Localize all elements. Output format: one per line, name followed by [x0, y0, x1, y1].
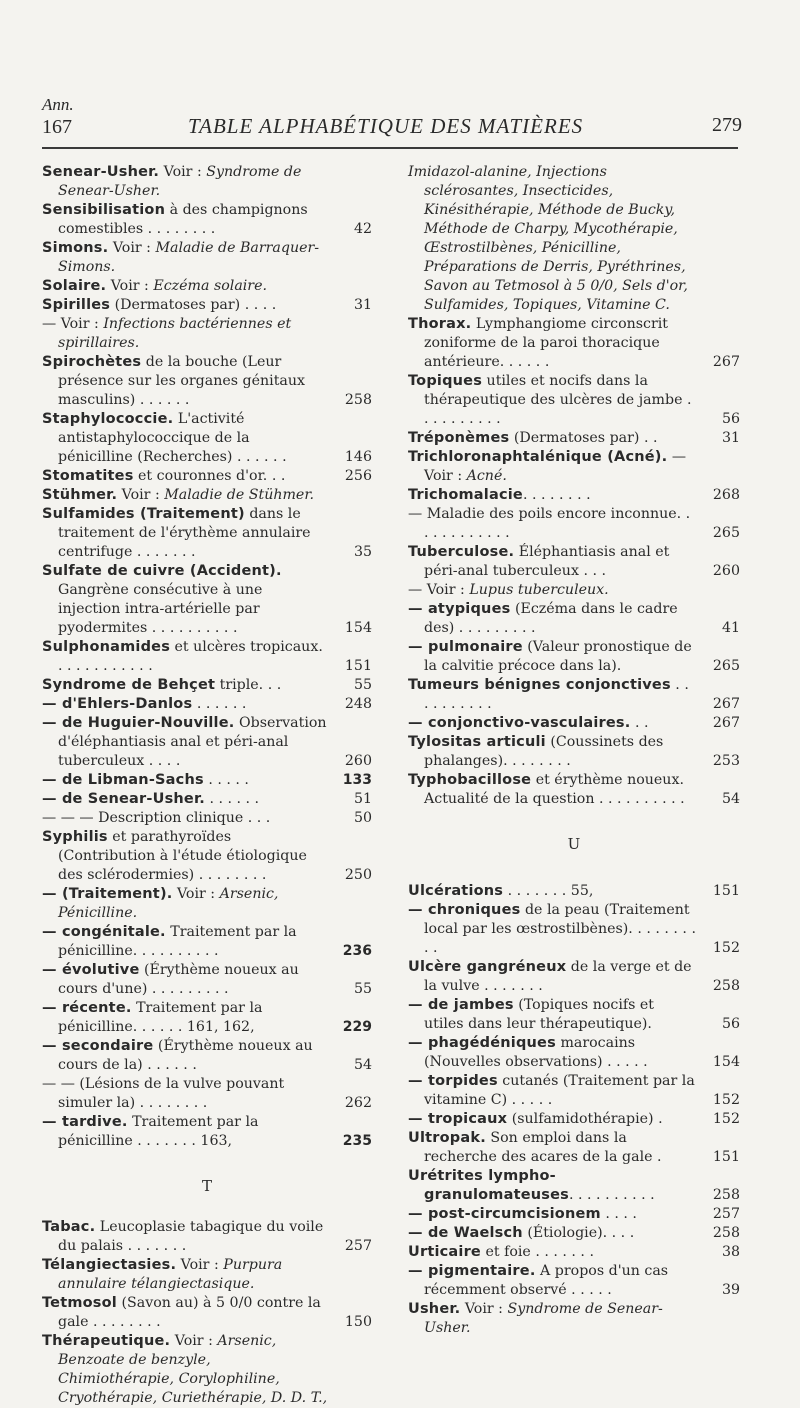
entry-heading: Ulcère gangréneux: [408, 959, 567, 975]
index-entry: [408, 1072, 740, 1110]
entry-text: utiles et nocifs dans la thérapeutique des ulcères de jambe . . . . . . . . . .: [424, 373, 692, 427]
index-entry: [42, 999, 372, 1037]
index-entry: [42, 239, 372, 277]
index-entry: [408, 996, 740, 1034]
annotation-ann: Ann.: [42, 95, 74, 114]
entry-text: Leucoplasie tabagique du voile du palais . . . . . . .: [58, 1219, 324, 1254]
index-entry: [42, 885, 372, 923]
index-entry: [42, 771, 372, 790]
entry-text: Voir :: [159, 164, 207, 180]
entry-text: (Topiques nocifs et utiles dans leur thérapeutique).: [424, 997, 654, 1032]
entry-reference: Syndrome de Senear-Usher.: [58, 164, 302, 199]
entry-text: (Eczéma dans le cadre des) . . . . . . . . .: [424, 601, 678, 636]
entry-text: Voir :: [460, 1301, 508, 1317]
entry-text: Gangrène consécutive à une injection intra-artérielle par pyodermites . . . . . . . . . .: [58, 582, 263, 636]
entry-heading: — chroniques: [408, 902, 521, 918]
entry-page: 267: [712, 696, 740, 712]
entry-heading: — d'Ehlers-Danlos: [42, 696, 193, 712]
index-entry: [42, 467, 372, 486]
entry-text: marocains (Nouvelles observations) . . . . .: [424, 1035, 648, 1070]
entry-text: — — (Lésions de la vulve pouvant simuler la) . . . . . . . .: [42, 1076, 285, 1111]
entry-heading: Tabac.: [42, 1219, 96, 1235]
entry-text: L'activité antistaphylococcique de la pénicilline (Recherches) . . . . . .: [58, 411, 287, 465]
entry-page: 41: [721, 620, 740, 636]
entry-text: cutanés (Traitement par la vitamine C) . . . . .: [424, 1073, 695, 1108]
index-entry: [42, 296, 372, 315]
index-entry: [42, 315, 372, 353]
entry-text: de la verge et de la vulve . . . . . . .: [424, 959, 692, 994]
index-entry: [408, 1300, 740, 1338]
index-entry: [408, 1110, 740, 1129]
entry-heading: Usher.: [408, 1301, 461, 1317]
entry-page: 267: [712, 715, 740, 731]
right-column: [408, 163, 740, 1338]
entry-text: (Dermatoses par) . . . .: [110, 297, 277, 313]
entry-reference: Maladie de Stühmer.: [164, 487, 315, 503]
entry-page: 236: [342, 943, 372, 959]
index-entry: [408, 1205, 740, 1224]
entry-page: 256: [344, 468, 372, 484]
entry-page: 50: [353, 810, 372, 826]
entry-heading: Simons.: [42, 240, 109, 256]
entry-page: 51: [353, 791, 372, 807]
entry-heading: Ulcérations: [408, 883, 504, 899]
index-entry: [408, 581, 740, 600]
entry-page: 258: [712, 978, 740, 994]
entry-heading: — pulmonaire: [408, 639, 523, 655]
index-entry: [408, 958, 740, 996]
index-entry: [42, 505, 372, 562]
entry-page: 258: [712, 1187, 740, 1203]
entry-heading: — évolutive: [42, 962, 140, 978]
entry-page: 56: [721, 1016, 740, 1032]
page-header: [0, 0, 800, 150]
entry-page: 262: [344, 1095, 372, 1111]
entry-page: 146: [344, 449, 372, 465]
index-entry: [408, 163, 740, 315]
entry-heading: Tetmosol: [42, 1295, 117, 1311]
entry-text: Traitement par la pénicilline . . . . . . . 163,: [58, 1114, 259, 1149]
index-entry: [42, 1218, 372, 1256]
index-entry: [408, 600, 740, 638]
entry-heading: Spirilles: [42, 297, 111, 313]
entry-heading: — de jambes: [408, 997, 514, 1013]
entry-page: 54: [353, 1057, 372, 1073]
entry-page: 31: [721, 430, 740, 446]
entry-heading: Stomatites: [42, 468, 134, 484]
index-entry: [408, 543, 740, 581]
index-entry: [408, 771, 740, 809]
entry-text: et ulcères tropicaux. . . . . . . . . . . .: [58, 639, 323, 674]
index-entry: [408, 901, 740, 958]
index-entry: [408, 1243, 740, 1262]
entry-text: (Étiologie). . . .: [522, 1225, 635, 1241]
entry-page: 258: [712, 1225, 740, 1241]
entry-heading: — post-circumcisionem: [408, 1206, 601, 1222]
entry-heading: Tuberculose.: [408, 544, 515, 560]
entry-text: . . . . . .: [192, 696, 247, 712]
entry-text: de la peau (Traitement local par les œstrostilbènes). . . . . . . . . .: [424, 902, 696, 956]
entry-text: (Dermatoses par) . .: [509, 430, 658, 446]
entry-page: 260: [712, 563, 740, 579]
index-entry: [408, 505, 740, 543]
index-entry: [408, 429, 740, 448]
entry-text: — Maladie des poils encore inconnue. . . . . . . . . . . .: [408, 506, 691, 541]
entry-heading: — tardive.: [42, 1114, 128, 1130]
entry-heading: Thérapeutique.: [42, 1333, 171, 1349]
index-entry: [42, 562, 372, 638]
entry-reference: Infections bactériennes et spirillaires.: [58, 316, 292, 351]
entry-heading: Urticaire: [408, 1244, 481, 1260]
entry-text: (Savon au) à 5 0/0 contre la gale . . . . . . . .: [58, 1295, 321, 1330]
entry-page: 35: [353, 544, 372, 560]
entry-page: 268: [712, 487, 740, 503]
entry-reference: Arsenic, Benzoate de benzyle, Chimiothérapie, Corylophiline, Cryothérapie, Curiethérapie, D. D. T.,: [58, 1333, 328, 1406]
entry-page: 253: [712, 753, 740, 769]
entry-text: (Valeur pronostique de la calvitie précoce dans la).: [424, 639, 692, 674]
index-entry: [408, 714, 740, 733]
entry-text: . . . . . . . .: [522, 487, 591, 503]
entry-text: Traitement par la pénicilline. . . . . . 161, 162,: [58, 1000, 263, 1035]
entry-heading: — atypiques: [408, 601, 511, 617]
entry-page: 152: [712, 940, 740, 956]
entry-heading: — conjonctivo-vasculaires.: [408, 715, 631, 731]
entry-text: Traitement par la pénicilline. . . . . . . . . .: [58, 924, 297, 959]
entry-heading: Sulfamides (Traitement): [42, 506, 245, 522]
entry-text: (Coussinets des phalanges). . . . . . . .: [424, 734, 664, 769]
entry-heading: Trichloronaphtalénique (Acné).: [408, 449, 668, 465]
entry-heading: Trichomalacie: [408, 487, 523, 503]
entry-text: — Voir :: [424, 449, 687, 484]
entry-page: 56: [721, 411, 740, 427]
entry-heading: — récente.: [42, 1000, 132, 1016]
entry-text: Voir :: [176, 1257, 224, 1273]
entry-page: 31: [353, 297, 372, 313]
entry-heading: — secondaire: [42, 1038, 154, 1054]
entry-page: 55: [353, 677, 372, 693]
entry-page: 265: [712, 658, 740, 674]
entry-page: 267: [712, 354, 740, 370]
entry-heading: Sulphonamides: [42, 639, 171, 655]
index-entry: [408, 1262, 740, 1300]
index-entry: [408, 638, 740, 676]
entry-heading: Solaire.: [42, 278, 107, 294]
entry-page: 235: [342, 1133, 372, 1149]
entry-heading: Urétrites lympho-granulomateuses: [408, 1168, 569, 1203]
entry-heading: — de Huguier-Nouville.: [42, 715, 235, 731]
section-letter-t: T: [201, 1177, 212, 1195]
index-entry: [42, 277, 372, 296]
index-entry: [408, 882, 740, 901]
entry-heading: Tylositas articuli: [408, 734, 546, 750]
index-entry: [42, 1332, 372, 1408]
entry-text: . .: [630, 715, 649, 731]
index-entry: [42, 714, 372, 771]
index-entry: [42, 638, 372, 676]
entry-heading: Télangiectasies.: [42, 1257, 177, 1273]
entry-text: triple. . .: [215, 677, 282, 693]
entry-reference: Imidazol-alanine, Injections sclérosantes, Insecticides, Kinésithérapie, Méthode de Bucky, Méthode de Charpy, Mycothérapie, Œstrostilbènes, Pénicilline, Préparations de Derris, Pyréthrines, Savon au Tetmosol à 5 0/0, Sels d'or, Sulfamides, Topiques, Vitamine C.: [408, 164, 688, 313]
entry-reference: Acné.: [466, 468, 507, 484]
page-number: 279: [712, 114, 742, 136]
entry-heading: Syphilis: [42, 829, 108, 845]
entry-heading: — congénitale.: [42, 924, 166, 940]
index-entry: [42, 676, 372, 695]
entry-text: Voir :: [117, 487, 165, 503]
entry-text: (Érythème noueux au cours de la) . . . . . .: [58, 1038, 313, 1073]
volume-number: 167: [42, 116, 72, 138]
section-letter-u: U: [567, 835, 581, 853]
entry-text: — — — Description clinique . . .: [42, 810, 271, 826]
index-entry: [42, 1256, 372, 1294]
index-entry: [408, 448, 740, 486]
index-entry: [42, 961, 372, 999]
entry-text: . . . . . . . . . .: [568, 1187, 655, 1203]
entry-text: A propos d'un cas récemment observé . . . . .: [424, 1263, 669, 1298]
entry-page: 38: [721, 1244, 740, 1260]
entry-text: dans le traitement de l'érythème annulaire centrifuge . . . . . . .: [58, 506, 311, 560]
entry-text: Son emploi dans la recherche des acares de la gale .: [424, 1130, 662, 1165]
entry-heading: Stühmer.: [42, 487, 118, 503]
entry-heading: — pigmentaire.: [408, 1263, 536, 1279]
entry-reference: Arsenic, Pénicilline.: [58, 886, 279, 921]
entry-heading: — tropicaux: [408, 1111, 508, 1127]
entry-page: 229: [342, 1019, 372, 1035]
index-entry: [42, 923, 372, 961]
index-entry: [408, 1034, 740, 1072]
entry-page: 154: [344, 620, 372, 636]
index-entry: [42, 790, 372, 809]
header-rule: [42, 147, 738, 149]
entry-page: 257: [344, 1238, 372, 1254]
entry-heading: Typhobacillose: [408, 772, 532, 788]
entry-text: et couronnes d'or. . .: [133, 468, 286, 484]
entry-page: 54: [721, 791, 740, 807]
entry-text: Éléphantiasis anal et péri-anal tuberculeux . . .: [424, 544, 670, 579]
entry-text: et érythème noueux. Actualité de la question . . . . . . . . . .: [424, 772, 685, 807]
entry-text: . . . . . . . . . .: [424, 677, 689, 712]
entry-text: Voir :: [172, 886, 220, 902]
entry-page: 248: [344, 696, 372, 712]
entry-text: . . . .: [600, 1206, 637, 1222]
entry-page: 152: [712, 1092, 740, 1108]
index-entry: [42, 1113, 372, 1151]
index-entry: [408, 1224, 740, 1243]
entry-page: 151: [712, 1149, 740, 1165]
entry-page: 150: [344, 1314, 372, 1330]
page-title: TABLE ALPHABÉTIQUE DES MATIÈRES: [188, 114, 584, 138]
entry-page: 151: [712, 883, 740, 899]
entry-heading: Tumeurs bénignes conjonctives: [408, 677, 671, 693]
entry-text: . . . . .: [203, 772, 249, 788]
index-entry: [42, 163, 372, 201]
entry-text: (Érythème noueux au cours d'une) . . . . . . . . .: [58, 962, 299, 997]
left-column: [42, 163, 372, 1408]
entry-reference: Syndrome de Senear-Usher.: [424, 1301, 663, 1336]
entry-page: 133: [342, 772, 372, 788]
index-entry: [408, 1167, 740, 1205]
entry-reference: Maladie de Barraquer-Simons.: [58, 240, 320, 275]
index-entry: [42, 1037, 372, 1075]
entry-page: 42: [353, 221, 372, 237]
index-entry: [42, 809, 372, 828]
entry-heading: Topiques: [408, 373, 483, 389]
index-entry: [408, 1129, 740, 1167]
index-entry: [42, 410, 372, 467]
entry-heading: Sensibilisation: [42, 202, 166, 218]
entry-heading: — phagédéniques: [408, 1035, 556, 1051]
entry-page: 154: [712, 1054, 740, 1070]
entry-heading: Tréponèmes: [408, 430, 510, 446]
entry-heading: Sulfate de cuivre (Accident).: [42, 563, 282, 579]
entry-text: Voir :: [106, 278, 154, 294]
entry-text: . . . . . . . 55,: [503, 883, 594, 899]
entry-page: 260: [344, 753, 372, 769]
entry-heading: Spirochètes: [42, 354, 142, 370]
entry-text: Lymphangiome circonscrit zoniforme de la paroi thoracique antérieure. . . . . .: [424, 316, 668, 370]
entry-text: et foie . . . . . . .: [480, 1244, 594, 1260]
index-entry: [42, 486, 372, 505]
entry-heading: — de Waelsch: [408, 1225, 523, 1241]
entry-reference: Lupus tuberculeux.: [469, 582, 609, 598]
index-entry: [42, 201, 372, 239]
index-entry: [42, 695, 372, 714]
index-entry: [42, 1294, 372, 1332]
entry-page: 258: [344, 392, 372, 408]
entry-heading: — de Libman-Sachs: [42, 772, 204, 788]
entry-page: 152: [712, 1111, 740, 1127]
entry-reference: Eczéma solaire.: [153, 278, 267, 294]
entry-text: — Voir :: [408, 582, 470, 598]
entry-text: à des champignons comestibles . . . . . . . .: [58, 202, 308, 237]
index-entry: [408, 486, 740, 505]
index-entry: [408, 315, 740, 372]
entry-heading: Thorax.: [408, 316, 472, 332]
entry-page: 250: [344, 867, 372, 883]
entry-text: — Voir :: [42, 316, 104, 332]
entry-text: Voir :: [170, 1333, 218, 1349]
index-entry: [408, 676, 740, 714]
index-entry: [42, 828, 372, 885]
entry-heading: Syndrome de Behçet: [42, 677, 216, 693]
entry-heading: — de Senear-Usher.: [42, 791, 205, 807]
entry-heading: Staphylococcie.: [42, 411, 174, 427]
entry-text: Voir :: [108, 240, 156, 256]
index-entry: [408, 733, 740, 771]
entry-heading: Ultropak.: [408, 1130, 486, 1146]
entry-page: 39: [721, 1282, 740, 1298]
entry-page: 55: [353, 981, 372, 997]
index-entry: [42, 353, 372, 410]
entry-text: de la bouche (Leur présence sur les organes génitaux masculins) . . . . . .: [58, 354, 305, 408]
entry-page: 151: [344, 658, 372, 674]
entry-page: 257: [712, 1206, 740, 1222]
entry-page: 265: [712, 525, 740, 541]
entry-text: . . . . . .: [204, 791, 260, 807]
entry-heading: Senear-Usher.: [42, 164, 160, 180]
entry-text: Observation d'éléphantiasis anal et péri-anal tuberculeux . . . .: [58, 715, 327, 769]
entry-text: et parathyroïdes (Contribution à l'étude étiologique des sclérodermies) . . . . . . . .: [58, 829, 307, 883]
index-entry: [408, 372, 740, 429]
entry-reference: Purpura annulaire télangiectasique.: [58, 1257, 283, 1292]
entry-text: (sulfamidothérapie) .: [507, 1111, 663, 1127]
index-entry: [42, 1075, 372, 1113]
entry-heading: — (Traitement).: [42, 886, 173, 902]
entry-heading: — torpides: [408, 1073, 498, 1089]
